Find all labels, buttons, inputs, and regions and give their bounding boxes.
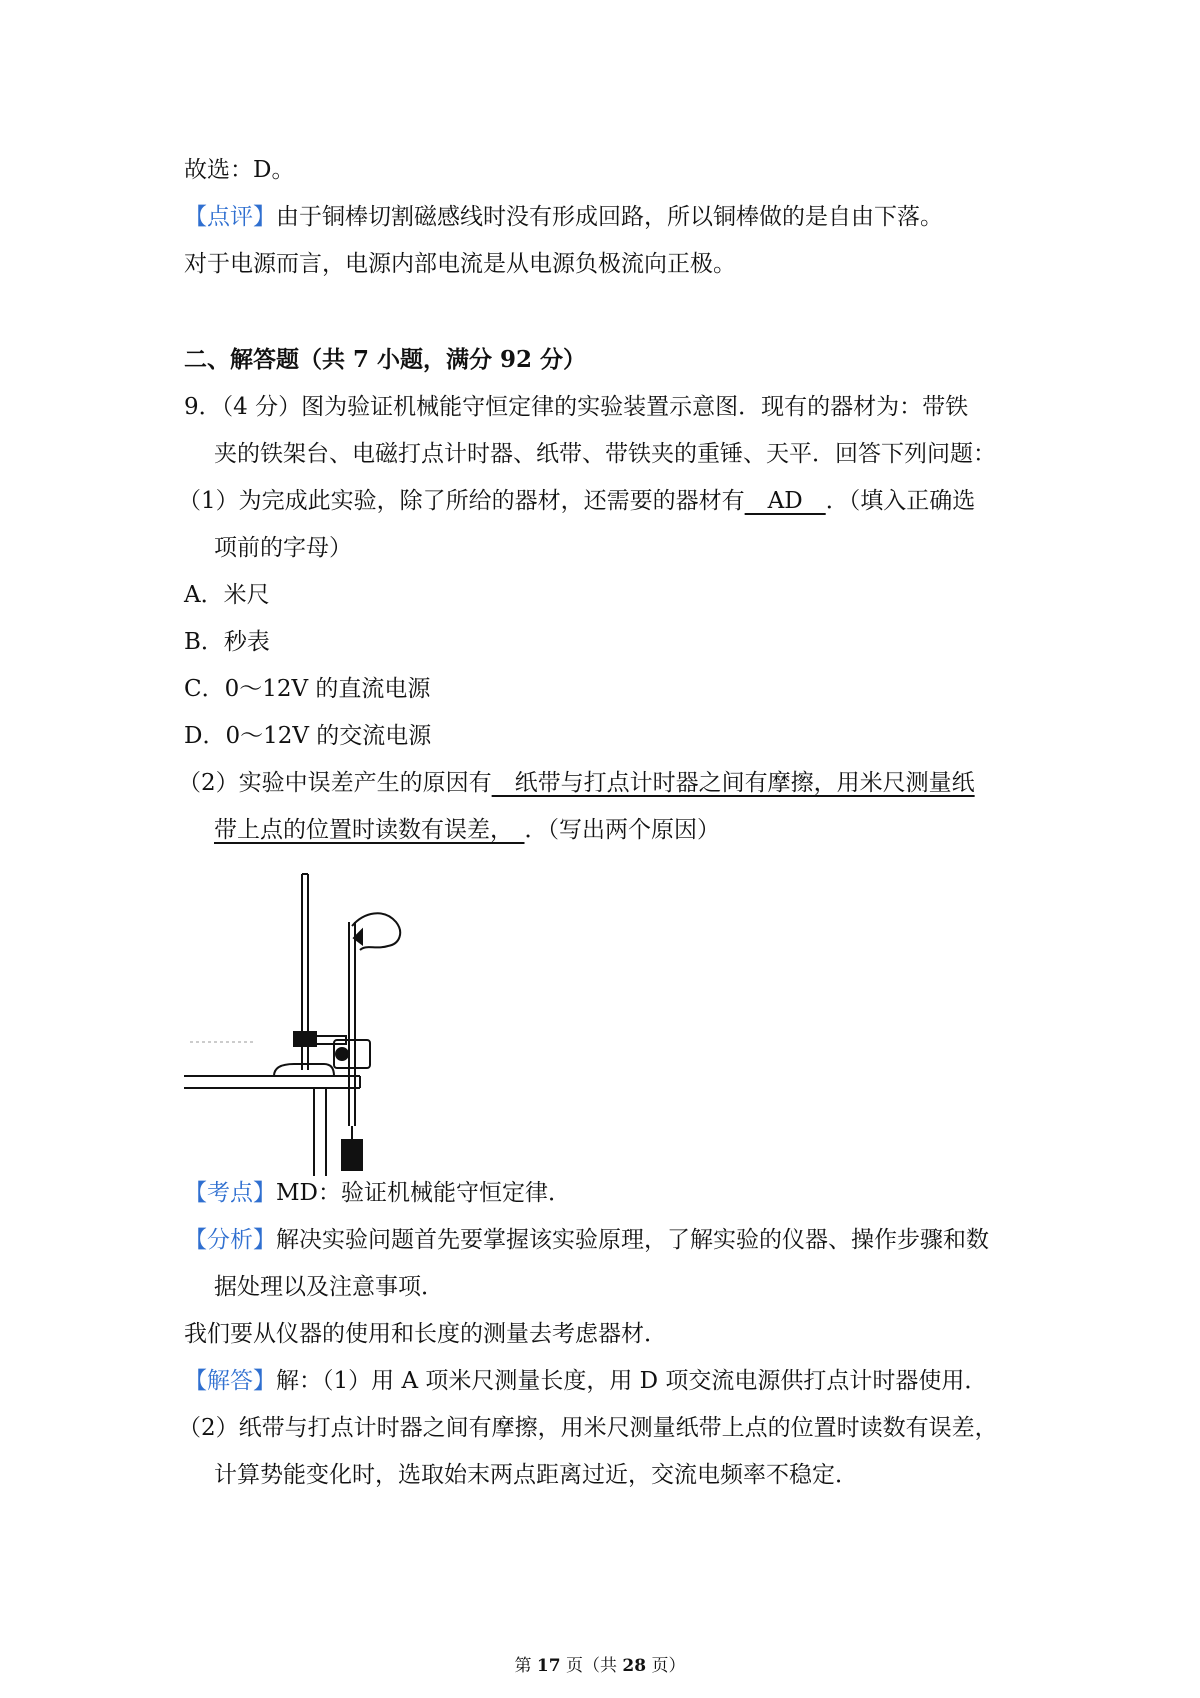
solution-text: 解：（1）用 A 项米尺测量长度，用 D 项交流电源供打点计时器使用． [276,1368,988,1394]
option-c: C．0～12V 的直流电源 [184,676,431,702]
part-1-line-2: 项前的字母） [214,535,352,561]
part-2-line [178,768,975,798]
part-2-prompt: （2）实验中误差产生的原因有 [178,770,492,796]
analysis-line [184,1225,989,1255]
analysis-tag: 【分析】 [184,1227,276,1253]
analysis-line-3: 我们要从仪器的使用和长度的测量去考虑器材． [184,1321,667,1347]
answer-choice-line: 故选：D。 [184,157,295,183]
kaodian-tag: 【考点】 [184,1180,276,1206]
option-b: B．秒表 [184,629,270,655]
page-number: 17 [536,1656,561,1676]
part-1-answer: AD [744,488,826,514]
page-footer [0,1655,1200,1677]
analysis-line-2: 据处理以及注意事项． [214,1274,444,1300]
weight [342,1140,362,1170]
kaodian-line [184,1178,571,1208]
part-2-answer-2: 带上点的位置时读数有误差， [214,817,525,843]
part-2-suffix: ．（写出两个原因） [524,817,720,843]
option-d: D．0～12V 的交流电源 [184,723,432,749]
footer-middle: 页（共 [560,1656,623,1676]
stand-base [274,1064,334,1076]
part-1-suffix: ．（填入正确选 [825,488,976,514]
kaodian-text: MD：验证机械能守恒定律． [276,1180,571,1206]
question-9-line-2: 夹的铁架台、电磁打点计时器、纸带、带铁夹的重锤、天平．回答下列问题： [214,441,996,467]
solution-tag: 【解答】 [184,1368,276,1394]
option-a: A．米尺 [184,582,270,608]
analysis-text: 解决实验问题首先要掌握该实验原理，了解实验的仪器、操作步骤和数 [276,1227,989,1253]
solution-line-3: 计算势能变化时，选取始末两点距离过近，交流电频率不稳定． [214,1462,858,1488]
solution-line-2: （2）纸带与打点计时器之间有摩擦，用米尺测量纸带上点的位置时读数有误差， [178,1415,998,1441]
question-9-line-1: 9．（4 分）图为验证机械能守恒定律的实验装置示意图．现有的器材为：带铁 [184,394,969,420]
footer-prefix: 第 [514,1656,537,1676]
solution-line [184,1366,987,1396]
part-2-answer-1: 纸带与打点计时器之间有摩擦，用米尺测量纸 [491,770,975,796]
comment-text: 由于铜棒切割磁感线时没有形成回路，所以铜棒做的是自由下落。 [276,204,943,230]
comment-line-2: 对于电源而言，电源内部电流是从电源负极流向正极。 [184,251,736,277]
part-1-line [178,486,975,516]
clamp [294,1032,316,1046]
part-1-prompt: （1）为完成此实验，除了所给的器材，还需要的器材有 [178,488,745,514]
footer-suffix: 页） [646,1656,686,1676]
apparatus-diagram [184,864,424,1176]
comment-line [184,202,943,232]
total-pages: 28 [622,1656,647,1676]
part-2-line-2 [214,815,720,845]
section-heading: 二、解答题（共 7 小题，满分 92 分） [184,346,587,373]
comment-tag: 【点评】 [184,204,276,230]
